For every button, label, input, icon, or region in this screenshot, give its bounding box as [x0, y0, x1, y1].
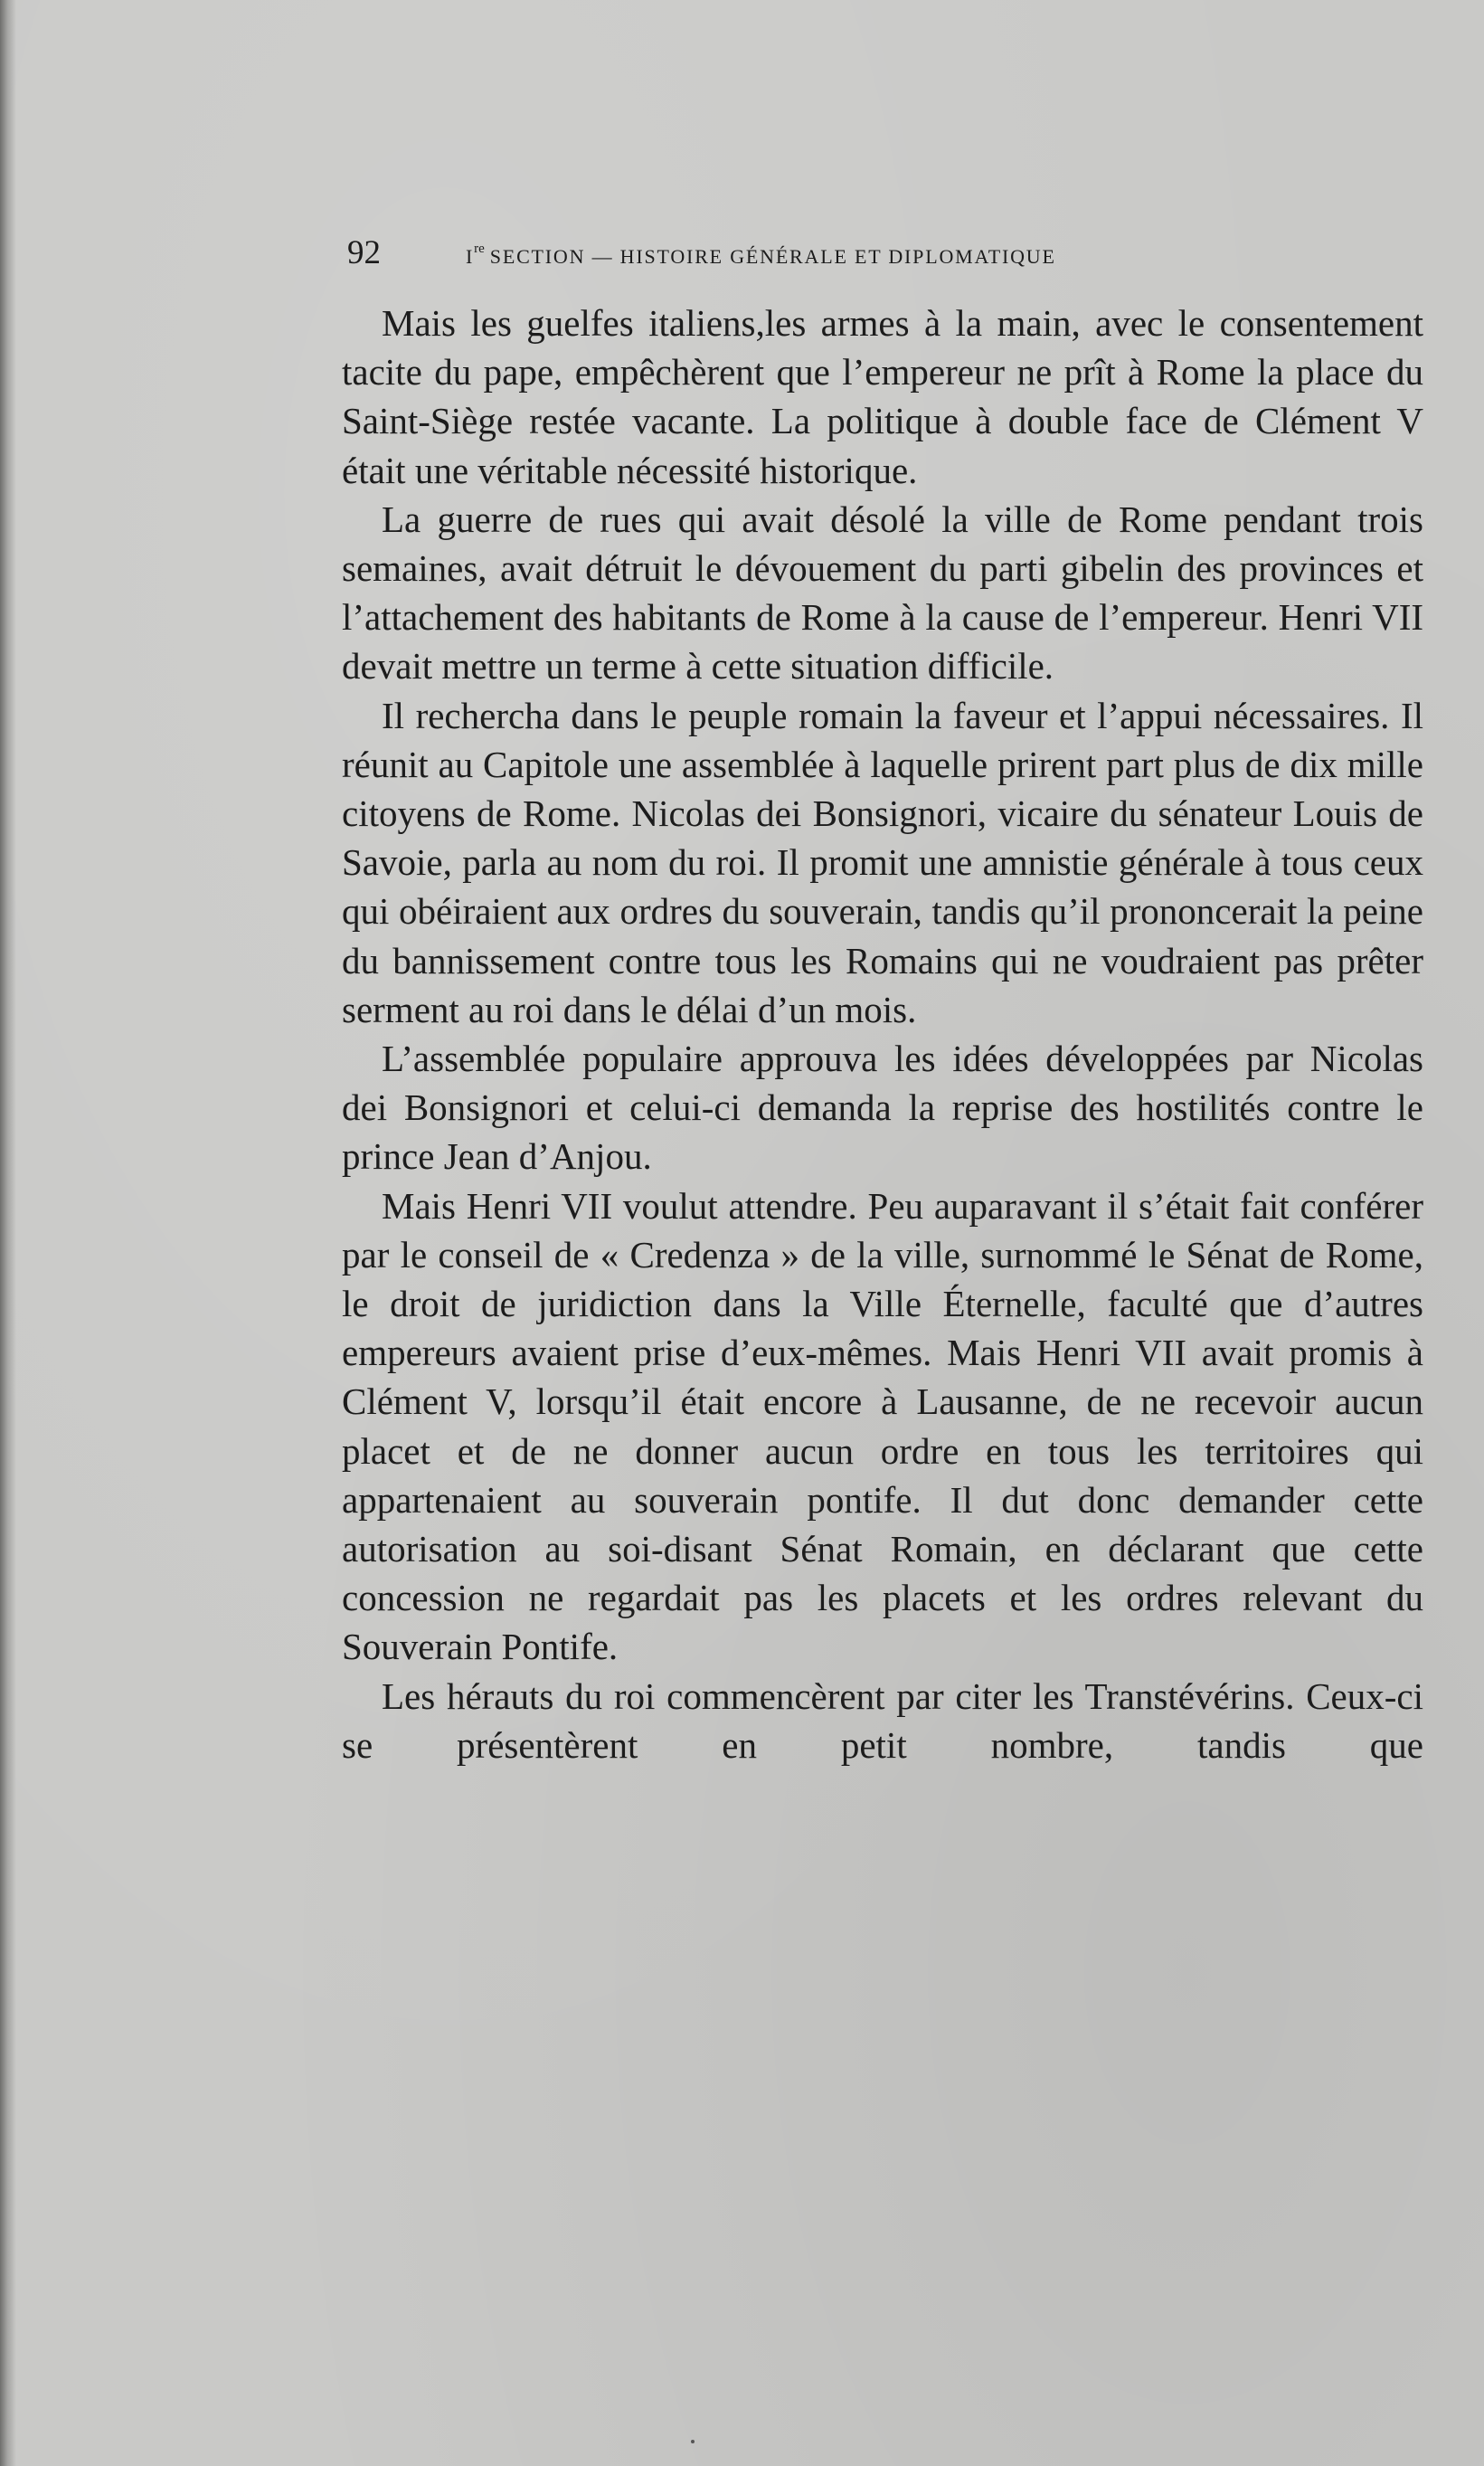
section-title-text: SECTION — HISTOIRE GÉNÉRALE ET DIPLOMATIQUE	[489, 245, 1056, 268]
print-speck	[691, 2440, 695, 2443]
paragraph: Il rechercha dans le peuple romain la faveur et l’appui nécessaires. Il réunit au Capitole une assemblée à laquelle prirent part plus de dix mille citoyens de Rome. Nicolas dei Bonsignori, vicaire du sénateur Louis de Savoie, parla au nom du roi. Il promit une amnistie générale à tous ceux qui obéiraient aux ordres du souverain, tandis qu’il prononcerait la peine du bannissement contre tous les Romains qui ne voudraient pas prêter serment au roi dans le délai d’un mois.	[342, 694, 1423, 1030]
page-number: 92	[347, 234, 381, 271]
paragraph: L’assemblée populaire approuva les idées développées par Nicolas dei Bonsignori et celui-ci demanda la reprise des hostilités contre le prince Jean d’Anjou.	[342, 1038, 1423, 1178]
section-title	[466, 242, 1056, 269]
paragraph: Mais Henri VII voulut attendre. Peu auparavant il s’était fait conférer par le conseil de « Credenza » de la ville, surnommé le Sénat de Rome, le droit de juridiction dans la Ville Éternelle, faculté que d’autres empereurs avaient prise d’eux-mêmes. Mais Henri VII avait promis à Clément V, lorsqu’il était encore à Lausanne, de ne recevoir aucun placet et de ne donner aucun ordre en tous les territoires qui appartenaient au souverain pontife. Il dut donc demander cette autorisation au soi-disant Sénat Romain, en déclarant que cette concession ne regardait pas les placets et les ordres relevant du Souverain Pontife.	[342, 1184, 1423, 1668]
body-text	[342, 299, 1423, 1769]
paragraph: Mais les guelfes italiens,les armes à la main, avec le consentement tacite du pape, empêchèrent que l’empereur ne prît à Rome la place du Saint-Siège restée vacante. La politique à double face de Clément V était une véritable nécessité historique.	[342, 302, 1423, 491]
section-ordinal-suffix: re	[474, 242, 485, 256]
paragraph: Les hérauts du roi commencèrent par citer les Transtévérins. Ceux-ci se présentèrent en petit nombre, tandis que	[342, 1674, 1423, 1766]
paragraph: La guerre de rues qui avait désolé la ville de Rome pendant trois semaines, avait détruit le dévouement du parti gibelin des provinces et l’attachement des habitants de Rome à la cause de l’empereur. Henri VII devait mettre un terme à cette situation difficile.	[342, 498, 1423, 688]
running-head	[347, 233, 1270, 270]
section-ordinal: I	[466, 245, 475, 268]
